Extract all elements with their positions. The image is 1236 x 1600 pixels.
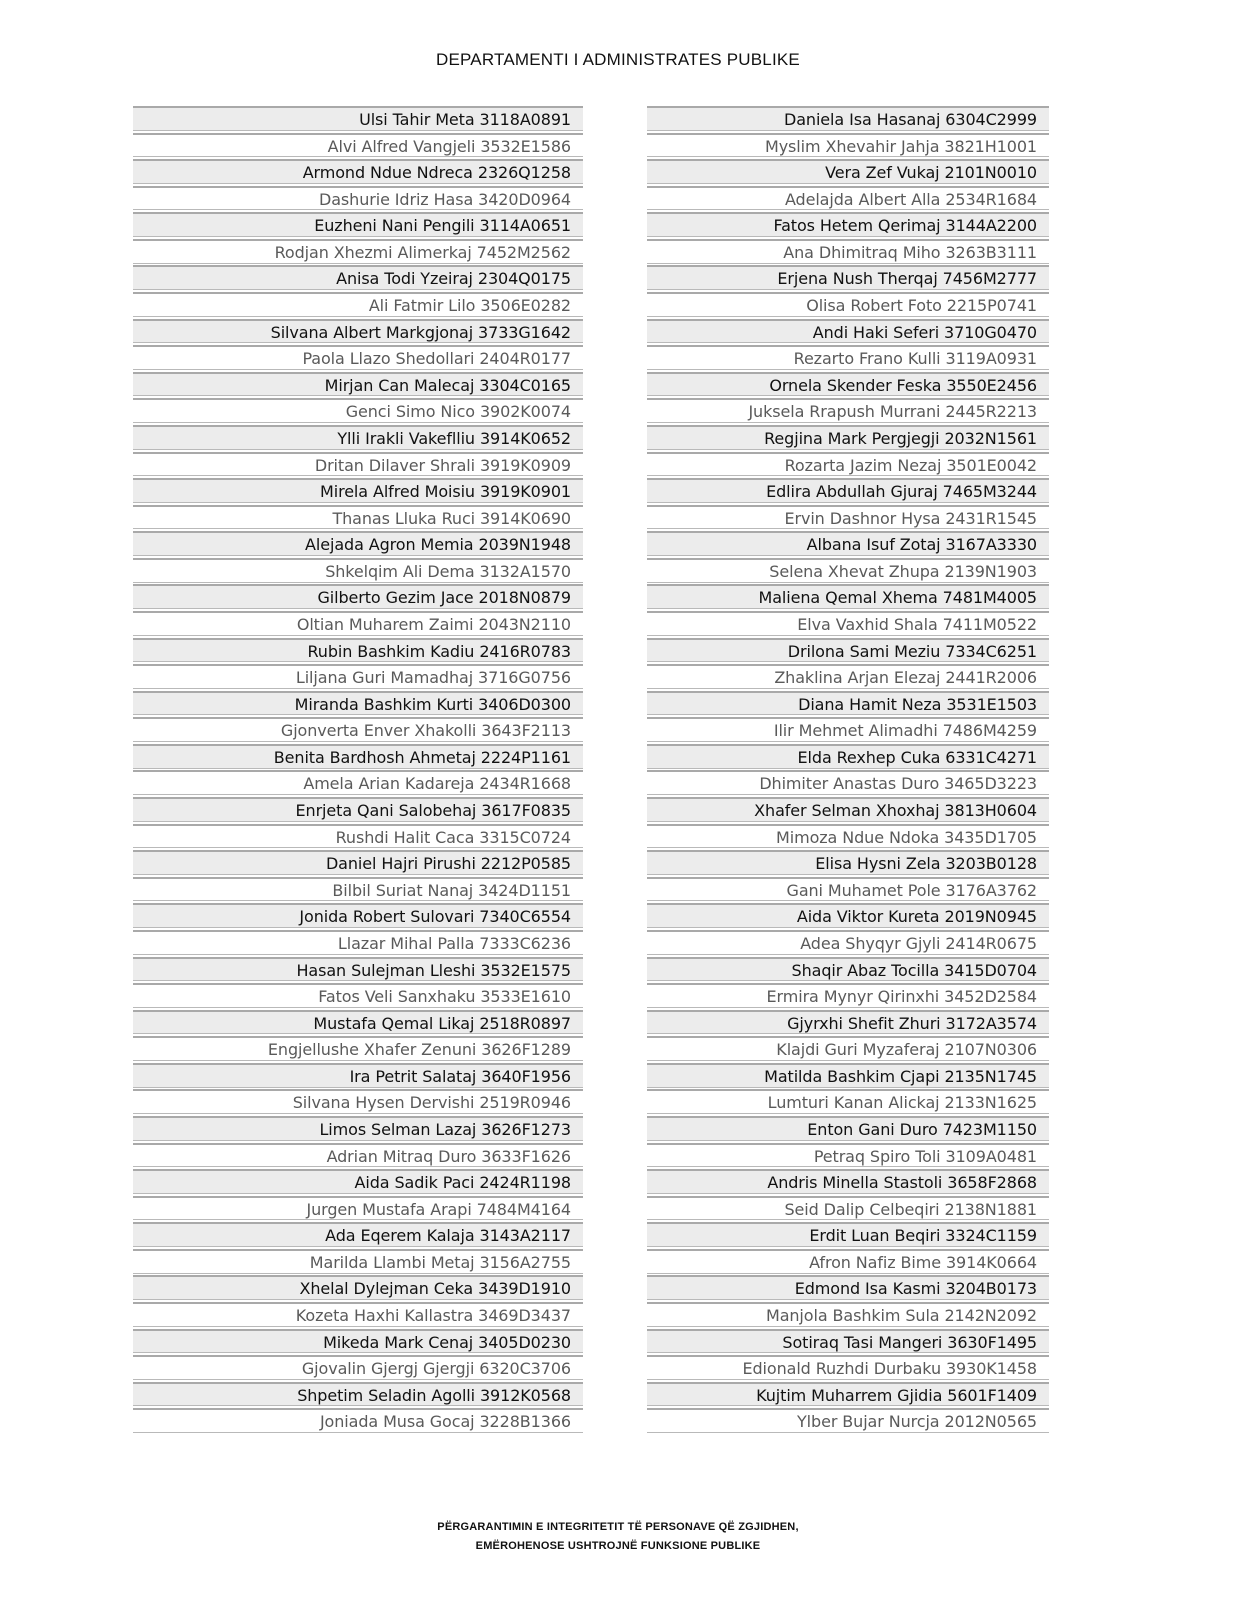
list-row: Erjena Nush Therqaj 7456M2777 bbox=[647, 265, 1049, 290]
list-row: Klajdi Guri Myzaferaj 2107N0306 bbox=[647, 1036, 1049, 1061]
list-row: Engjellushe Xhafer Zenuni 3626F1289 bbox=[133, 1036, 583, 1061]
page-footer bbox=[0, 1518, 1236, 1556]
list-row: Enrjeta Qani Salobehaj 3617F0835 bbox=[133, 797, 583, 822]
list-row: Rozarta Jazim Nezaj 3501E0042 bbox=[647, 452, 1049, 477]
list-row: Mimoza Ndue Ndoka 3435D1705 bbox=[647, 824, 1049, 849]
list-row: Edmond Isa Kasmi 3204B0173 bbox=[647, 1275, 1049, 1300]
left-name-list bbox=[133, 106, 583, 1435]
list-row: Elva Vaxhid Shala 7411M0522 bbox=[647, 611, 1049, 636]
list-row: Kujtim Muharrem Gjidia 5601F1409 bbox=[647, 1382, 1049, 1407]
list-row: Myslim Xhevahir Jahja 3821H1001 bbox=[647, 133, 1049, 158]
list-row: Andris Minella Stastoli 3658F2868 bbox=[647, 1169, 1049, 1194]
list-row: Edionald Ruzhdi Durbaku 3930K1458 bbox=[647, 1355, 1049, 1380]
list-row: Dashurie Idriz Hasa 3420D0964 bbox=[133, 186, 583, 211]
list-row: Mikeda Mark Cenaj 3405D0230 bbox=[133, 1329, 583, 1354]
list-row: Ada Eqerem Kalaja 3143A2117 bbox=[133, 1222, 583, 1247]
list-row: Amela Arian Kadareja 2434R1668 bbox=[133, 770, 583, 795]
list-row: Xhafer Selman Xhoxhaj 3813H0604 bbox=[647, 797, 1049, 822]
list-row: Elisa Hysni Zela 3203B0128 bbox=[647, 850, 1049, 875]
list-row: Sotiraq Tasi Mangeri 3630F1495 bbox=[647, 1329, 1049, 1354]
list-row: Ulsi Tahir Meta 3118A0891 bbox=[133, 106, 583, 131]
list-row: Anisa Todi Yzeiraj 2304Q0175 bbox=[133, 265, 583, 290]
list-row: Gani Muhamet Pole 3176A3762 bbox=[647, 877, 1049, 902]
list-row: Genci Simo Nico 3902K0074 bbox=[133, 398, 583, 423]
list-row: Juksela Rrapush Murrani 2445R2213 bbox=[647, 398, 1049, 423]
list-row: Shaqir Abaz Tocilla 3415D0704 bbox=[647, 957, 1049, 982]
list-row: Ornela Skender Feska 3550E2456 bbox=[647, 372, 1049, 397]
list-row: Shpetim Seladin Agolli 3912K0568 bbox=[133, 1382, 583, 1407]
list-row: Edlira Abdullah Gjuraj 7465M3244 bbox=[647, 478, 1049, 503]
list-row: Mirjan Can Malecaj 3304C0165 bbox=[133, 372, 583, 397]
right-name-list bbox=[647, 106, 1049, 1435]
list-row: Ilir Mehmet Alimadhi 7486M4259 bbox=[647, 717, 1049, 742]
list-row: Marilda Llambi Metaj 3156A2755 bbox=[133, 1249, 583, 1274]
list-row: Diana Hamit Neza 3531E1503 bbox=[647, 691, 1049, 716]
list-row: Ermira Mynyr Qirinxhi 3452D2584 bbox=[647, 983, 1049, 1008]
list-row: Maliena Qemal Xhema 7481M4005 bbox=[647, 584, 1049, 609]
list-row: Ira Petrit Salataj 3640F1956 bbox=[133, 1063, 583, 1088]
page-title: DEPARTAMENTI I ADMINISTRATES PUBLIKE bbox=[436, 50, 800, 69]
list-row: Kozeta Haxhi Kallastra 3469D3437 bbox=[133, 1302, 583, 1327]
list-row: Fatos Hetem Qerimaj 3144A2200 bbox=[647, 212, 1049, 237]
list-row: Selena Xhevat Zhupa 2139N1903 bbox=[647, 558, 1049, 583]
list-row: Ylber Bujar Nurcja 2012N0565 bbox=[647, 1408, 1049, 1433]
list-row: Shkelqim Ali Dema 3132A1570 bbox=[133, 558, 583, 583]
list-row: Gjovalin Gjergj Gjergji 6320C3706 bbox=[133, 1355, 583, 1380]
list-row: Adea Shyqyr Gjyli 2414R0675 bbox=[647, 930, 1049, 955]
list-row: Elda Rexhep Cuka 6331C4271 bbox=[647, 744, 1049, 769]
list-row: Ana Dhimitraq Miho 3263B3111 bbox=[647, 239, 1049, 264]
list-row: Afron Nafiz Bime 3914K0664 bbox=[647, 1249, 1049, 1274]
list-row: Alejada Agron Memia 2039N1948 bbox=[133, 531, 583, 556]
list-row: Xhelal Dylejman Ceka 3439D1910 bbox=[133, 1275, 583, 1300]
list-row: Matilda Bashkim Cjapi 2135N1745 bbox=[647, 1063, 1049, 1088]
list-row: Regjina Mark Pergjegji 2032N1561 bbox=[647, 425, 1049, 450]
list-row: Thanas Lluka Ruci 3914K0690 bbox=[133, 505, 583, 530]
list-row: Liljana Guri Mamadhaj 3716G0756 bbox=[133, 664, 583, 689]
list-row: Hasan Sulejman Lleshi 3532E1575 bbox=[133, 957, 583, 982]
list-row: Rushdi Halit Caca 3315C0724 bbox=[133, 824, 583, 849]
list-row: Dhimiter Anastas Duro 3465D3223 bbox=[647, 770, 1049, 795]
list-row: Joniada Musa Gocaj 3228B1366 bbox=[133, 1408, 583, 1433]
list-row: Olisa Robert Foto 2215P0741 bbox=[647, 292, 1049, 317]
list-row: Zhaklina Arjan Elezaj 2441R2006 bbox=[647, 664, 1049, 689]
list-row: Rodjan Xhezmi Alimerkaj 7452M2562 bbox=[133, 239, 583, 264]
list-row: Petraq Spiro Toli 3109A0481 bbox=[647, 1143, 1049, 1168]
list-row: Miranda Bashkim Kurti 3406D0300 bbox=[133, 691, 583, 716]
list-row: Armond Ndue Ndreca 2326Q1258 bbox=[133, 159, 583, 184]
footer-line-1: PËRGARANTIMIN E INTEGRITETIT TË PERSONAVE QË ZGJIDHEN, bbox=[437, 1521, 799, 1533]
list-row: Dritan Dilaver Shrali 3919K0909 bbox=[133, 452, 583, 477]
list-row: Euzheni Nani Pengili 3114A0651 bbox=[133, 212, 583, 237]
list-row: Albana Isuf Zotaj 3167A3330 bbox=[647, 531, 1049, 556]
list-row: Lumturi Kanan Alickaj 2133N1625 bbox=[647, 1089, 1049, 1114]
list-row: Enton Gani Duro 7423M1150 bbox=[647, 1116, 1049, 1141]
list-row: Gjyrxhi Shefit Zhuri 3172A3574 bbox=[647, 1010, 1049, 1035]
list-row: Limos Selman Lazaj 3626F1273 bbox=[133, 1116, 583, 1141]
list-row: Gilberto Gezim Jace 2018N0879 bbox=[133, 584, 583, 609]
list-row: Erdit Luan Beqiri 3324C1159 bbox=[647, 1222, 1049, 1247]
list-row: Ervin Dashnor Hysa 2431R1545 bbox=[647, 505, 1049, 530]
list-row: Seid Dalip Celbeqiri 2138N1881 bbox=[647, 1196, 1049, 1221]
list-row: Rezarto Frano Kulli 3119A0931 bbox=[647, 345, 1049, 370]
list-row: Bilbil Suriat Nanaj 3424D1151 bbox=[133, 877, 583, 902]
list-row: Gjonverta Enver Xhakolli 3643F2113 bbox=[133, 717, 583, 742]
list-row: Alvi Alfred Vangjeli 3532E1586 bbox=[133, 133, 583, 158]
list-row: Benita Bardhosh Ahmetaj 2224P1161 bbox=[133, 744, 583, 769]
list-row: Jurgen Mustafa Arapi 7484M4164 bbox=[133, 1196, 583, 1221]
list-row: Adelajda Albert Alla 2534R1684 bbox=[647, 186, 1049, 211]
list-row: Mirela Alfred Moisiu 3919K0901 bbox=[133, 478, 583, 503]
list-row: Mustafa Qemal Likaj 2518R0897 bbox=[133, 1010, 583, 1035]
list-row: Daniela Isa Hasanaj 6304C2999 bbox=[647, 106, 1049, 131]
list-row: Silvana Albert Markgjonaj 3733G1642 bbox=[133, 319, 583, 344]
list-row: Drilona Sami Meziu 7334C6251 bbox=[647, 638, 1049, 663]
list-row: Manjola Bashkim Sula 2142N2092 bbox=[647, 1302, 1049, 1327]
list-row: Adrian Mitraq Duro 3633F1626 bbox=[133, 1143, 583, 1168]
list-row: Ylli Irakli Vakeflliu 3914K0652 bbox=[133, 425, 583, 450]
list-row: Fatos Veli Sanxhaku 3533E1610 bbox=[133, 983, 583, 1008]
list-row: Ali Fatmir Lilo 3506E0282 bbox=[133, 292, 583, 317]
list-row: Andi Haki Seferi 3710G0470 bbox=[647, 319, 1049, 344]
list-row: Silvana Hysen Dervishi 2519R0946 bbox=[133, 1089, 583, 1114]
list-row: Paola Llazo Shedollari 2404R0177 bbox=[133, 345, 583, 370]
list-row: Vera Zef Vukaj 2101N0010 bbox=[647, 159, 1049, 184]
list-row: Oltian Muharem Zaimi 2043N2110 bbox=[133, 611, 583, 636]
list-row: Aida Viktor Kureta 2019N0945 bbox=[647, 903, 1049, 928]
list-row: Llazar Mihal Palla 7333C6236 bbox=[133, 930, 583, 955]
list-row: Daniel Hajri Pirushi 2212P0585 bbox=[133, 850, 583, 875]
list-row: Jonida Robert Sulovari 7340C6554 bbox=[133, 903, 583, 928]
list-row: Aida Sadik Paci 2424R1198 bbox=[133, 1169, 583, 1194]
list-row: Rubin Bashkim Kadiu 2416R0783 bbox=[133, 638, 583, 663]
footer-line-2: EMËROHENOSE USHTROJNË FUNKSIONE PUBLIKE bbox=[475, 1540, 761, 1552]
